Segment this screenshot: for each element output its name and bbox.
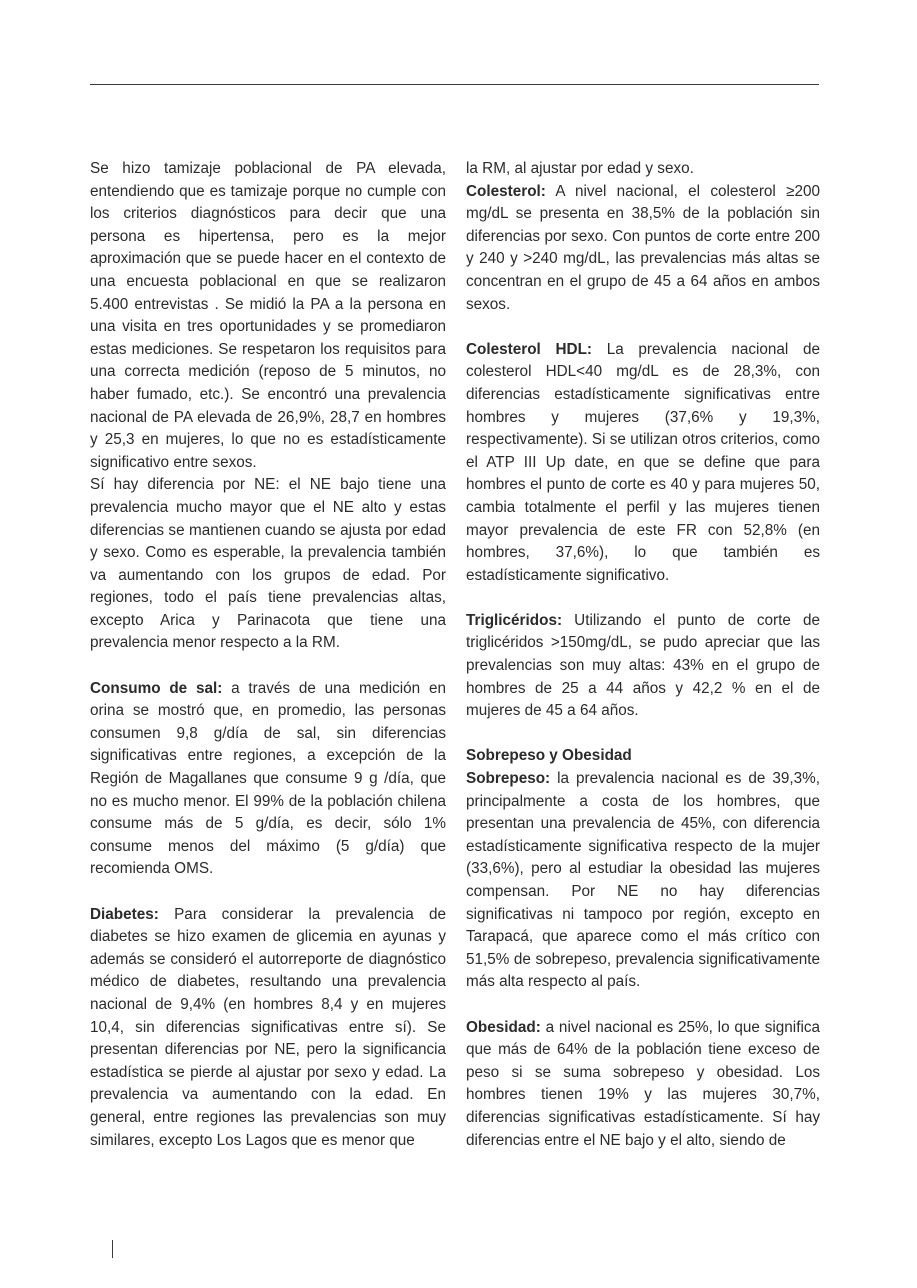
obesity-text: a nivel nacional es 25%, lo que significa que más de 64% de la población tiene exceso de peso si se suma sobrepeso y obesidad. Los hombres tienen 19% y las mujeres 30,7%, diferencias significativas estadísticamente. Sí hay diferencias entre el NE bajo y el alto, siendo de bbox=[466, 1018, 820, 1149]
paragraph-spacer bbox=[466, 587, 820, 610]
paragraph-pa-screening: Se hizo tamizaje poblacional de PA elevada, entendiendo que es tamizaje porque no cumple con los criterios diagnósticos para decir que una persona es hipertensa, pero es la mejor aproximación que se puede hacer en el contexto de una encuesta poblacional en que se realizaron 5.400 entrevistas . Se midió la PA a la persona en una visita en tres oportunidades y se promediaron estas mediciones. Se respetaron los requisitos para una correcta medición (reposo de 5 minutos, no haber fumado, etc.). Se encontró una prevalencia nacional de PA elevada de 26,9%, 28,7 en hombres y 25,3 en mujeres, lo que no es estadísticamente significativo entre sexos. bbox=[90, 160, 446, 471]
overweight-heading: Sobrepeso: bbox=[466, 770, 551, 788]
cholesterol-heading: Colesterol: bbox=[466, 182, 546, 200]
salt-text: a través de una medición en orina se mostró que, en promedio, las personas consumen 9,8 g/día de sal, sin diferencias significativas entre regiones, a excepción de la Región de Magallanes que consume 9 g /día, que no es mucho menor. El 99% de la población chilena consume más de 5 g/día, es decir, sólo 1% consume menos del máximo (5 g/día) que recomienda OMS. bbox=[90, 679, 446, 878]
diabetes-text: Para considerar la prevalencia de diabetes se hizo examen de glicemia en ayunas y además se consideró el autorreporte de diagnóstico médico de diabetes, resultando una prevalencia nacional de 9,4% (en hombres 8,4 y en mujeres 10,4, sin diferencias significativas entre sí). Se presentan diferencias por NE, pero la significancia estadística se pierde al ajustar por sexo y edad. La prevalencia va aumentando con la edad. En general, entre regiones las prevalencias son muy similares, excepto Los Lagos que es menor que bbox=[90, 905, 446, 1149]
paragraph-rm-continuation: la RM, al ajustar por edad y sexo. bbox=[466, 160, 694, 177]
right-column bbox=[466, 158, 820, 1152]
left-column bbox=[90, 158, 446, 1152]
paragraph-diabetes bbox=[90, 904, 446, 1153]
hdl-text: La prevalencia nacional de colesterol HDL<40 mg/dL es de 28,3%, con diferencias estadísticamente significativas entre hombres y mujeres (37,6% y 19,3%, respectivamente). Si se utilizan otros criterios, como el ATP III Up date, en que se define que para hombres el punto de corte es 40 y para mujeres 50, cambia totalmente el perfil y las mujeres tienen mayor prevalencia de este FR con 52,8% (en hombres, 37,6%), lo que también es estadísticamente significativo. bbox=[466, 340, 821, 584]
paragraph-triglycerides bbox=[466, 610, 820, 723]
cholesterol-text: A nivel nacional, el colesterol ≥200 mg/dL se presenta en 38,5% de la población sin diferencias por sexo. Con puntos de corte entre 200 y 240 y >240 mg/dL, las prevalencias más altas se concentran en el grupo de 45 a 64 años en ambos sexos. bbox=[466, 182, 820, 313]
paragraph-spacer bbox=[466, 994, 820, 1017]
hdl-heading: Colesterol HDL: bbox=[466, 340, 593, 358]
diabetes-heading: Diabetes: bbox=[90, 905, 159, 923]
paragraph-obesity bbox=[466, 1017, 820, 1153]
triglycerides-heading: Triglicéridos: bbox=[466, 611, 563, 629]
paragraph-spacer bbox=[466, 723, 820, 746]
overweight-text: la prevalencia nacional es de 39,3%, principalmente a costa de los hombres, que presentan una prevalencia de 45%, con diferencia estadísticamente significativa respecto de la mujer (33,6%), pero al estudiar la obesidad las mujeres compensan. Por NE no hay diferencias significativas ni tampoco por región, excepto en Tarapacá, que aparece como el más crítico con 51,5% de sobrepeso, prevalencia significativamente más alta respecto al país. bbox=[466, 770, 820, 991]
header-rule bbox=[90, 84, 819, 85]
page-number-marker bbox=[112, 1240, 113, 1258]
paragraph-spacer bbox=[466, 316, 820, 339]
paragraph-cholesterol bbox=[466, 181, 820, 317]
section-title-overweight-obesity: Sobrepeso y Obesidad bbox=[466, 747, 632, 765]
obesity-heading: Obesidad: bbox=[466, 1018, 541, 1036]
paragraph-salt bbox=[90, 678, 446, 881]
triglycerides-text: Utilizando el punto de corte de triglicéridos >150mg/dL, se pudo apreciar que las prevalencias son muy altas: 43% en el grupo de hombres de 25 a 44 años y 42,2 % en el de mujeres de 45 a 64 años. bbox=[466, 611, 820, 720]
salt-heading: Consumo de sal: bbox=[90, 679, 223, 697]
paragraph-overweight bbox=[466, 768, 820, 994]
paragraph-pa-ne: Sí hay diferencia por NE: el NE bajo tiene una prevalencia mucho mayor que el NE alto y estas diferencias se mantienen cuando se ajusta por edad y sexo. Como es esperable, la prevalencia también va aumentando con los grupos de edad. Por regiones, todo el país tiene prevalencias altas, excepto Arica y Parinacota que tiene una prevalencia menor respecto a la RM. bbox=[90, 476, 446, 652]
paragraph-spacer bbox=[90, 655, 446, 678]
paragraph-hdl bbox=[466, 339, 820, 588]
paragraph-spacer bbox=[90, 881, 446, 904]
